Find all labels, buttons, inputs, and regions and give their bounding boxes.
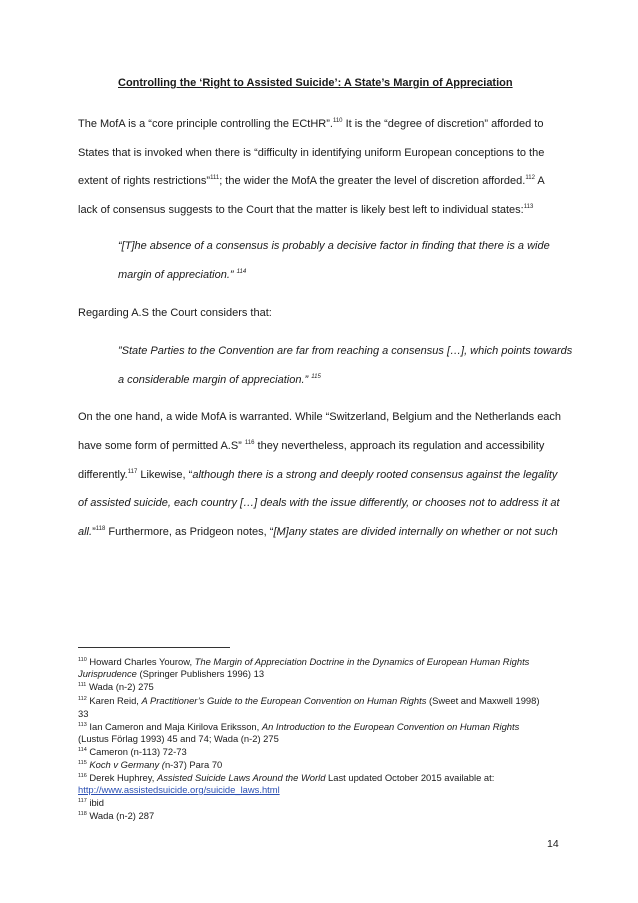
paragraph-line bbox=[78, 439, 568, 453]
block-quote-line: “[T]he absence of a consensus is probably a decisive factor in finding that there is a wide bbox=[118, 240, 550, 252]
footnote-ref[interactable]: 117 bbox=[127, 469, 138, 475]
footnote-117 bbox=[78, 797, 578, 809]
footnote-number: 111 bbox=[78, 682, 87, 688]
text: Wada (n-2) 287 bbox=[86, 810, 155, 821]
block-quote-line bbox=[118, 268, 568, 282]
text: Derek Huphrey, bbox=[86, 772, 157, 783]
text: ; the wider the MofA the greater the level of discretion afforded. bbox=[219, 175, 526, 187]
footnote-number: 113 bbox=[78, 722, 87, 728]
text: extent of rights restrictions” bbox=[78, 175, 211, 187]
footnote-ref[interactable]: 112 bbox=[525, 175, 535, 181]
paragraph-line bbox=[78, 174, 568, 188]
text: lack of consensus suggests to the Court that the matter is likely best left to individual states: bbox=[78, 204, 524, 216]
footnote-113 bbox=[78, 721, 578, 733]
paragraph-line bbox=[78, 117, 568, 131]
text: Last updated October 2015 available at: bbox=[325, 772, 495, 783]
footnote-110 bbox=[78, 656, 578, 668]
text: The MofA is a “core principle controlling the ECtHR”. bbox=[78, 118, 333, 130]
text: Furthermore, as Pridgeon notes, “ bbox=[105, 526, 274, 538]
footnote-number: 115 bbox=[78, 760, 87, 766]
paragraph-line: Regarding A.S the Court considers that: bbox=[78, 307, 272, 319]
text: (Springer Publishers 1996) 13 bbox=[136, 668, 265, 679]
footnote-link[interactable]: http://www.assistedsuicide.org/suicide_laws.html bbox=[78, 784, 280, 795]
paragraph-line: On the one hand, a wide MofA is warranted. While “Switzerland, Belgium and the Netherlands each bbox=[78, 411, 562, 423]
italic-text: all. bbox=[78, 526, 93, 538]
italic-text: The Margin of Appreciation Doctrine in the Dynamics of European Human Rights bbox=[194, 656, 530, 667]
italic-text: Koch v Germany ( bbox=[86, 759, 165, 770]
text: differently. bbox=[78, 469, 128, 481]
footnote-116-cont bbox=[78, 784, 578, 796]
italic-text: A Practitioner’s Guide to the European Convention on Human Rights bbox=[141, 695, 427, 706]
italic-text: [M]any states are divided internally on whether or not such bbox=[273, 526, 558, 538]
footnote-113-cont: (Lustus Förlag 1993) 45 and 74; Wada (n-2) 275 bbox=[78, 733, 279, 744]
paragraph-line: States that is invoked when there is “difficulty in identifying uniform European conceptions to the bbox=[78, 147, 545, 159]
footnote-ref[interactable]: 115 bbox=[311, 374, 321, 380]
footnote-112 bbox=[78, 695, 578, 707]
text: It is the “degree of discretion” afforded to bbox=[342, 118, 544, 130]
block-quote-line bbox=[118, 373, 568, 387]
text: ” bbox=[92, 526, 96, 538]
footnote-number: 118 bbox=[78, 811, 87, 817]
footnote-116 bbox=[78, 772, 578, 784]
text: Likewise, “ bbox=[137, 469, 193, 481]
text: Karen Reid, bbox=[86, 695, 142, 706]
paragraph-line bbox=[78, 525, 568, 539]
text: n-37) Para 70 bbox=[164, 759, 223, 770]
footnote-112-cont: 33 bbox=[78, 708, 89, 719]
text: Wada (n-2) 275 bbox=[86, 681, 154, 692]
footnote-ref[interactable]: 110 bbox=[332, 118, 343, 124]
footnote-ref[interactable]: 116 bbox=[244, 440, 255, 446]
footnote-ref[interactable]: 111 bbox=[210, 175, 220, 181]
footnote-ref[interactable]: 114 bbox=[236, 269, 247, 275]
italic-text: Jurisprudence bbox=[78, 668, 137, 679]
text: Howard Charles Yourow, bbox=[86, 656, 195, 667]
text: A bbox=[534, 175, 545, 187]
footnote-number: 117 bbox=[78, 798, 87, 804]
footnote-ref[interactable]: 113 bbox=[523, 204, 534, 210]
text: Ian Cameron and Maja Kirilova Eriksson, bbox=[86, 721, 262, 732]
text: have some form of permitted A.S” bbox=[78, 440, 245, 452]
footnote-number: 110 bbox=[78, 657, 87, 663]
italic-text: Assisted Suicide Laws Around the World bbox=[156, 772, 326, 783]
text: a considerable margin of appreciation.” bbox=[118, 374, 312, 386]
footnote-114 bbox=[78, 746, 578, 758]
footnote-number: 112 bbox=[78, 696, 87, 702]
page-number: 14 bbox=[547, 838, 559, 850]
paragraph-line: of assisted suicide, each country […] deals with the issue differently, or chooses not to address it at bbox=[78, 497, 560, 509]
text: margin of appreciation.” bbox=[118, 269, 237, 281]
block-quote-line: ”State Parties to the Convention are far from reaching a consensus […], which points towards bbox=[118, 345, 573, 357]
text: Cameron (n-113) 72-73 bbox=[86, 746, 187, 757]
footnote-111 bbox=[78, 681, 578, 693]
footnote-ref[interactable]: 118 bbox=[95, 526, 106, 532]
italic-text: An Introduction to the European Convention on Human Rights bbox=[261, 721, 520, 732]
footnote-118 bbox=[78, 810, 578, 822]
footnote-separator bbox=[78, 647, 230, 648]
italic-text: although there is a strong and deeply rooted consensus against the legality bbox=[192, 469, 558, 481]
paragraph-line bbox=[78, 203, 568, 217]
footnote-110-cont bbox=[78, 668, 578, 680]
footnote-number: 116 bbox=[78, 773, 87, 779]
text: (Sweet and Maxwell 1998) bbox=[426, 695, 540, 706]
footnote-115 bbox=[78, 759, 578, 771]
paragraph-line bbox=[78, 468, 568, 482]
section-heading: Controlling the ‘Right to Assisted Suicide’: A State’s Margin of Appreciation bbox=[118, 77, 513, 89]
text: they nevertheless, approach its regulation and accessibility bbox=[254, 440, 545, 452]
text: ibid bbox=[86, 797, 104, 808]
footnote-number: 114 bbox=[78, 747, 87, 753]
